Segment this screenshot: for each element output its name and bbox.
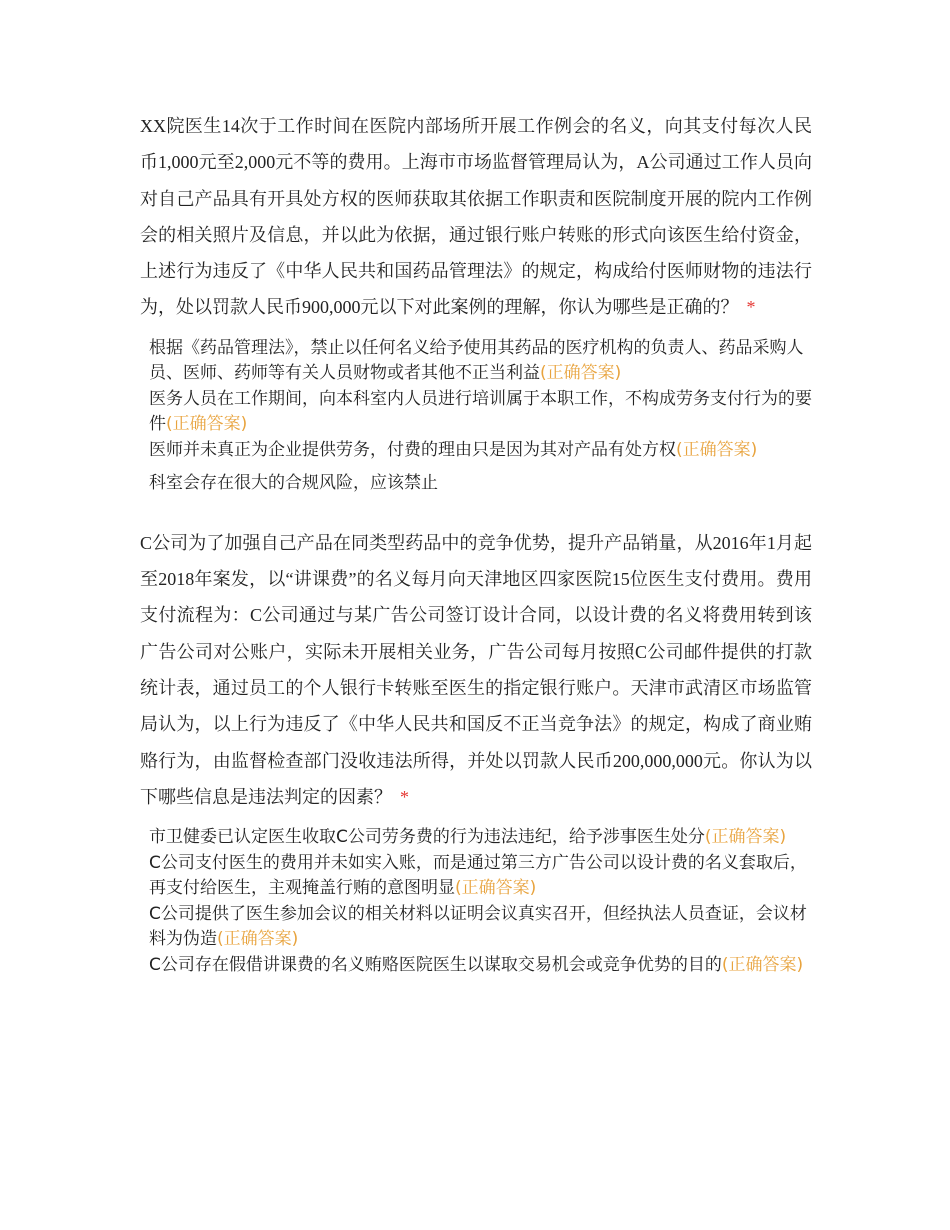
option-item[interactable]: C公司提供了医生参加会议的相关材料以证明会议真实召开，但经执法人员查证，会议材料为伪造(正确答案)	[149, 903, 807, 950]
correct-answer-tag: (正确答案)	[721, 954, 804, 975]
required-asterisk: *	[746, 297, 756, 318]
correct-answer-tag: (正确答案)	[704, 827, 787, 848]
correct-answer-tag: (正确答案)	[217, 929, 299, 950]
document-page	[140, 108, 812, 978]
correct-answer-tag: (正确答案)	[166, 414, 248, 435]
option-item[interactable]: C公司支付医生的费用并未如实入账，而是通过第三方广告公司以设计费的名义套取后，再支付给医生，主观掩盖行贿的意图明显(正确答案)	[149, 852, 807, 899]
question-stem: C公司为了加强自己产品在同类型药品中的竞争优势，提升产品销量，从2016年1月起至2018年案发，以“讲课费”的名义每月向天津地区四家医院15位医生支付费用。费用支付流程为：C公司通过与某广告公司签订设计合同，以设计费的名义将费用转到该广告公司对公账户，实际未开展相关业务，广告公司每月按照C公司邮件提供的打款统计表，通过员工的个人银行卡转账至医生的指定银行账户。天津市武清区市场监管局认为，以上行为违反了《中华人民共和国反不正当竞争法》的规定，构成了商业贿赂行为，由监督检查部门没收违法所得，并处以罚款人民币200,000,000元。你认为以下哪些信息是违法判定的因素？ *	[140, 532, 812, 807]
option-item[interactable]: C公司存在假借讲课费的名义贿赂医院医生以谋取交易机会或竞争优势的目的(正确答案)	[149, 954, 804, 975]
correct-answer-tag: (正确答案)	[540, 363, 622, 384]
question-2	[140, 525, 812, 978]
option-item[interactable]: 医师并未真正为企业提供劳务，付费的理由只是因为其对产品有处方权(正确答案)	[149, 439, 758, 460]
correct-answer-tag: (正确答案)	[676, 439, 758, 460]
option-item[interactable]: 医务人员在工作期间，向本科室内人员进行培训属于本职工作，不构成劳务支付行为的要件(正确答案)	[149, 388, 812, 435]
option-list	[149, 336, 812, 497]
option-item[interactable]: 科室会存在很大的合规风险，应该禁止	[149, 473, 438, 494]
question-1	[140, 108, 812, 497]
option-item[interactable]: 根据《药品管理法》，禁止以任何名义给予使用其药品的医疗机构的负责人、药品采购人员、医师、药师等有关人员财物或者其他不正当利益(正确答案)	[149, 337, 804, 384]
correct-answer-tag: (正确答案)	[455, 878, 537, 899]
option-list	[149, 825, 812, 978]
option-item[interactable]: 市卫健委已认定医生收取C公司劳务费的行为违法违纪，给予涉事医生处分(正确答案)	[149, 827, 787, 848]
required-asterisk: *	[400, 786, 409, 807]
question-stem: XX院医生14次于工作时间在医院内部场所开展工作例会的名义，向其支付每次人民币1,000元至2,000元不等的费用。上海市市场监督管理局认为，A公司通过工作人员向对自己产品具有开具处方权的医师获取其依据工作职责和医院制度开展的院内工作例会的相关照片及信息，并以此为依据，通过银行账户转账的形式向该医生给付资金，上述行为违反了《中华人民共和国药品管理法》的规定，构成给付医师财物的违法行为，处以罚款人民币900,000元以下对此案例的理解，你认为哪些是正确的？ *	[140, 116, 812, 318]
